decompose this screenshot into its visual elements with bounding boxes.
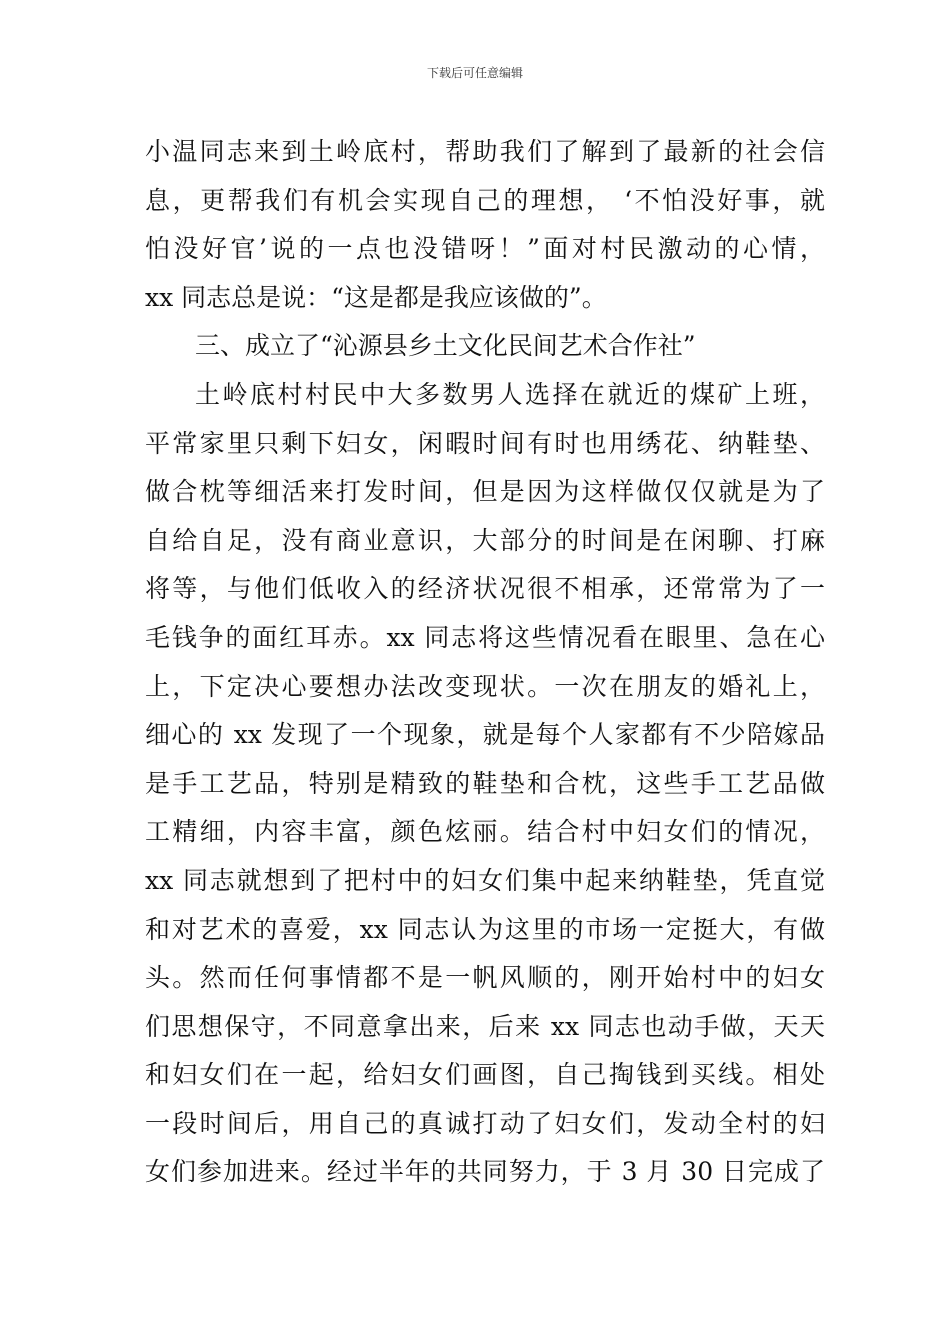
text-line: 息，更帮我们有机会实现自己的理想， ‘不怕没好事，就 (145, 185, 825, 215)
paragraph (145, 371, 825, 1197)
heading-text: 三、成立了“沁源县乡土文化民间艺术合作社” (195, 331, 696, 361)
text-line: 小温同志来到土岭底村，帮助我们了解到了最新的社会信 (145, 137, 825, 166)
text-line: 和妇女们在一起，给妇女们画图，自己掏钱到买线。相处 (145, 1060, 825, 1090)
text-line: 一段时间后，用自己的真诚打动了妇女们，发动全村的妇 (145, 1108, 825, 1138)
text-line: 毛钱争的面红耳赤。xx 同志将这些情况看在眼里、急在心 (145, 622, 825, 652)
text-line: 自给自足，没有商业意识，大部分的时间是在闲聊、打麻 (145, 525, 825, 555)
text-line: 做合枕等细活来打发时间，但是因为这样做仅仅就是为了 (145, 477, 825, 507)
text-line: 将等，与他们低收入的经济状况很不相承，还常常为了一 (145, 574, 825, 604)
text-line: 上，下定决心要想办法改变现状。一次在朋友的婚礼上， (145, 671, 825, 701)
text-line: xx 同志就想到了把村中的妇女们集中起来纳鞋垫，凭直觉 (145, 865, 825, 895)
document-body (145, 128, 825, 1197)
text-line: xx 同志总是说：“这是都是我应该做的”。 (145, 282, 607, 312)
text-line: 们思想保守，不同意拿出来，后来 xx 同志也动手做，天天 (145, 1011, 825, 1041)
text-line: 细心的 xx 发现了一个现象，就是每个人家都有不少陪嫁品 (145, 720, 825, 750)
text-line: 工精细，内容丰富，颜色炫丽。结合村中妇女们的情况， (145, 817, 825, 847)
paragraph (145, 128, 825, 322)
text-line: 平常家里只剩下妇女，闲暇时间有时也用绣花、纳鞋垫、 (145, 428, 825, 458)
page-header-note: 下载后可任意编辑 (426, 66, 523, 80)
text-line: 女们参加进来。经过半年的共同努力，于 3 月 30 日完成了 (145, 1157, 825, 1187)
section-heading (145, 322, 825, 371)
text-line: 土岭底村村民中大多数男人选择在就近的煤矿上班， (195, 379, 825, 409)
text-line: 头。然而任何事情都不是一帆风顺的，刚开始村中的妇女 (145, 963, 825, 993)
text-line: 和对艺术的喜爱，xx 同志认为这里的市场一定挺大，有做 (145, 914, 825, 944)
text-line: 是手工艺品，特别是精致的鞋垫和合枕，这些手工艺品做 (145, 768, 825, 798)
text-line: 怕没好官’说的一点也没错呀！”面对村民激动的心情， (145, 234, 825, 264)
